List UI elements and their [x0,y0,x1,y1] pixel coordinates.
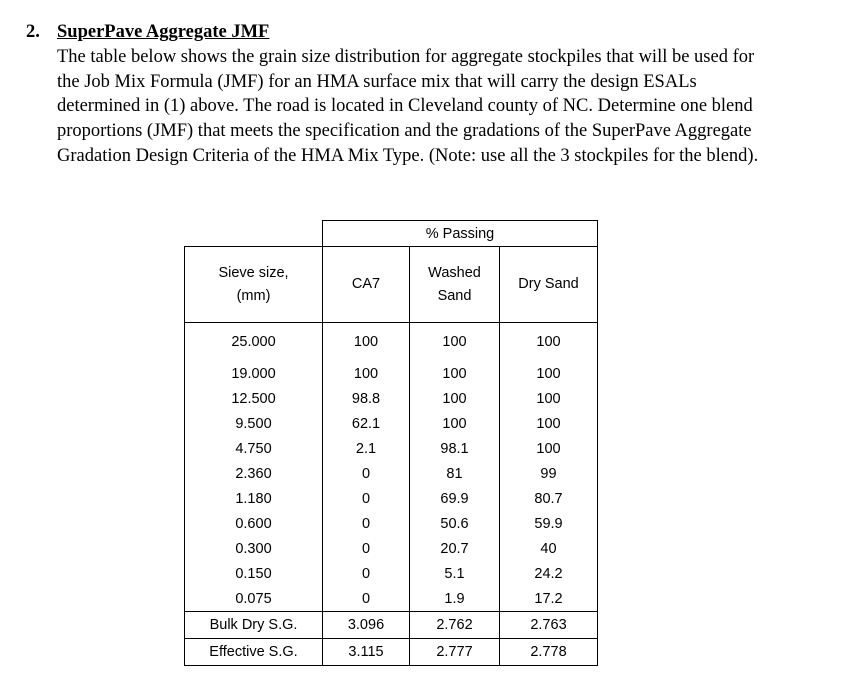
washed-sand-header [410,247,500,323]
bulk-sg-ca7: 3.096 [323,612,410,639]
effective-sg-washed: 2.777 [410,639,500,666]
washed-cell: 100 [410,386,500,411]
table-row [185,323,598,362]
ca7-cell: 100 [323,361,410,386]
dry-cell: 80.7 [500,486,598,511]
ca7-cell: 0 [323,461,410,486]
sieve-cell: 19.000 [185,361,323,386]
sieve-size-header [185,247,323,323]
dry-cell: 100 [500,323,598,362]
dry-cell: 17.2 [500,586,598,612]
effective-sg-label: Effective S.G. [185,639,323,666]
ca7-cell: 0 [323,561,410,586]
washed-cell: 98.1 [410,436,500,461]
gradation-table [184,220,598,666]
ca7-cell: 62.1 [323,411,410,436]
sieve-cell: 0.150 [185,561,323,586]
washed-cell: 20.7 [410,536,500,561]
problem-title: SuperPave Aggregate JMF [57,22,270,42]
washed-cell: 100 [410,411,500,436]
table-row [185,561,598,586]
sieve-cell: 4.750 [185,436,323,461]
ca7-header: CA7 [323,247,410,323]
dry-cell: 100 [500,436,598,461]
paragraph-line: determined in (1) above. The road is located in Cleveland county of NC. Determine one blend [57,96,753,117]
washed-cell: 5.1 [410,561,500,586]
sieve-header-line: Sieve size, [218,264,289,281]
problem-number: 2. [26,22,40,42]
table-row [185,486,598,511]
problem-statement [26,20,826,169]
ca7-cell: 98.8 [323,386,410,411]
dry-cell: 40 [500,536,598,561]
bulk-sg-dry: 2.763 [500,612,598,639]
blank-corner-cell [185,221,323,247]
ca7-cell: 0 [323,511,410,536]
problem-paragraph [57,45,826,169]
dry-cell: 100 [500,411,598,436]
washed-cell: 69.9 [410,486,500,511]
ca7-cell: 0 [323,536,410,561]
effective-sg-ca7: 3.115 [323,639,410,666]
dry-cell: 100 [500,386,598,411]
sieve-cell: 2.360 [185,461,323,486]
washed-cell: 100 [410,323,500,362]
dry-cell: 100 [500,361,598,386]
ca7-cell: 0 [323,586,410,612]
sieve-cell: 25.000 [185,323,323,362]
paragraph-line: proportions (JMF) that meets the specification and the gradations of the SuperPave Aggregate [57,121,752,142]
table-row [185,436,598,461]
dry-cell: 99 [500,461,598,486]
ca7-cell: 2.1 [323,436,410,461]
washed-cell: 81 [410,461,500,486]
table-row [185,386,598,411]
table-row [185,361,598,386]
sieve-cell: 1.180 [185,486,323,511]
paragraph-line: The table below shows the grain size distribution for aggregate stockpiles that will be used for [57,46,755,67]
washed-cell: 1.9 [410,586,500,612]
problem-heading [26,20,826,45]
paragraph-line: Gradation Design Criteria of the HMA Mix Type. (Note: use all the 3 stockpiles for the blend). [57,145,759,166]
dry-sand-header: Dry Sand [500,247,598,323]
effective-sg-dry: 2.778 [500,639,598,666]
percent-passing-header: % Passing [323,221,598,247]
sieve-cell: 0.300 [185,536,323,561]
table-row [185,411,598,436]
sieve-cell: 0.600 [185,511,323,536]
dry-cell: 24.2 [500,561,598,586]
table-row [185,461,598,486]
washed-header-line: Sand [437,287,472,304]
bulk-sg-washed: 2.762 [410,612,500,639]
sieve-cell: 12.500 [185,386,323,411]
sieve-cell: 0.075 [185,586,323,612]
ca7-cell: 100 [323,323,410,362]
dry-cell: 59.9 [500,511,598,536]
bulk-sg-label: Bulk Dry S.G. [185,612,323,639]
sieve-cell: 9.500 [185,411,323,436]
washed-cell: 100 [410,361,500,386]
ca7-cell: 0 [323,486,410,511]
washed-header-line: Washed [428,264,481,281]
washed-cell: 50.6 [410,511,500,536]
table-row [185,511,598,536]
table-row [185,536,598,561]
table-row [185,586,598,612]
paragraph-line: the Job Mix Formula (JMF) for an HMA surface mix that will carry the design ESALs [57,71,697,92]
sieve-header-unit: (mm) [236,287,271,304]
